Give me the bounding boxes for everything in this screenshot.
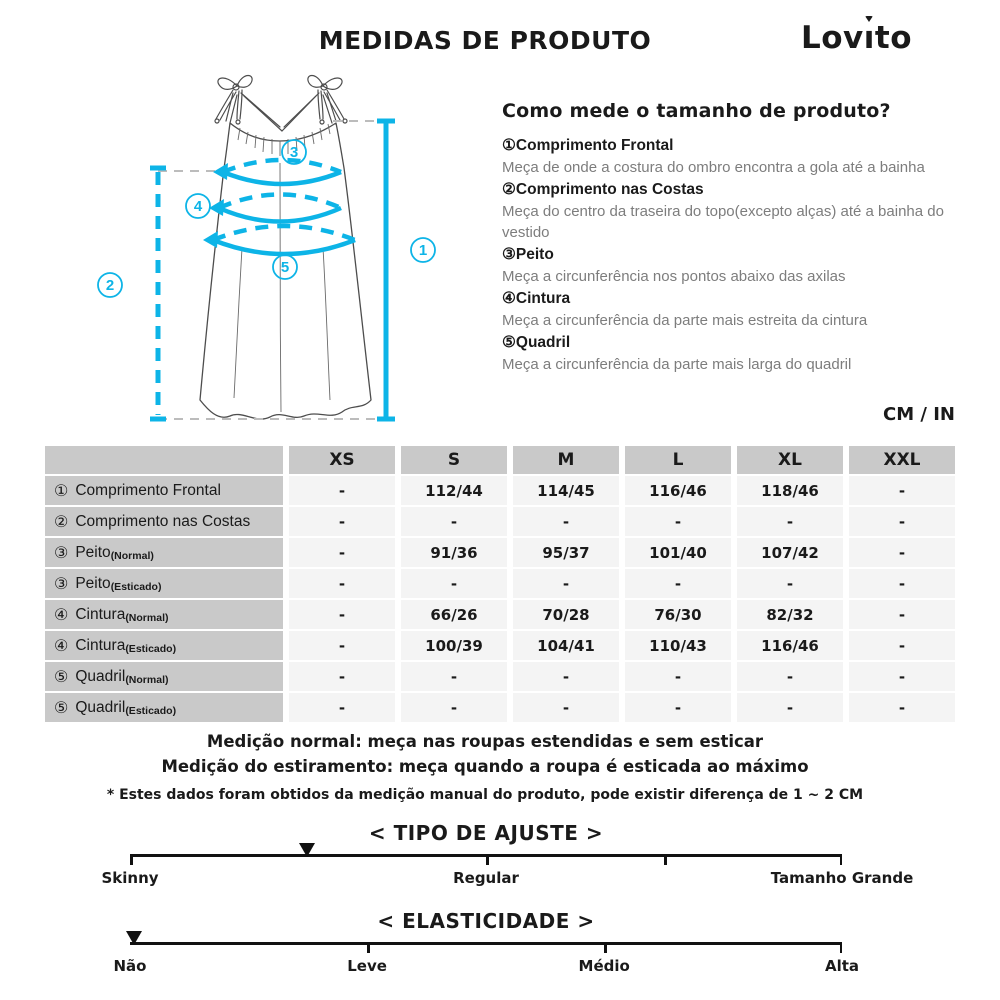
table-row: ① Comprimento Frontal - 112/44 114/45 116/46 118/46 - (45, 476, 955, 505)
fit-tick-75 (664, 854, 667, 865)
logo-heart-dot-icon (865, 16, 873, 22)
elasticity-scale-title: < ELASTICIDADE > (377, 909, 595, 933)
note-stretch-measurement: Medição do estiramento: meça quando a roupa é esticada ao máximo (161, 757, 809, 776)
elasticity-label-medio: Médio (578, 957, 630, 975)
col-s: S (401, 446, 507, 474)
table-row: ④ Cintura (Normal) - 66/26 70/28 76/30 82/32 - (45, 600, 955, 629)
dress-straps (215, 76, 347, 132)
elasticity-scale (113, 909, 860, 989)
fit-type-scale (101, 821, 914, 901)
table-row: ⑤ Quadril (Esticado) - - - - - - (45, 693, 955, 722)
elasticity-marker-icon (126, 931, 142, 945)
table-corner-cell (45, 446, 283, 474)
howto-item-quadril: ⑤Quadril Meça a circunferência da parte mais larga do quadril (502, 334, 852, 373)
elasticity-scale-line (130, 942, 842, 945)
elasticity-label-leve: Leve (347, 957, 387, 975)
marker-4: 4 (193, 198, 203, 215)
col-l: L (625, 446, 731, 474)
howto-item-costas: ②Comprimento nas Costas Meça do centro da traseira do topo(excepto alças) até a bainha do vestido (502, 181, 944, 241)
elasticity-tick-leve (367, 942, 370, 953)
table-row: ④ Cintura (Esticado) - 100/39 104/41 110/43 116/46 - (45, 631, 955, 660)
table-row: ③ Peito (Esticado) - - - - - - (45, 569, 955, 598)
note-disclaimer: * Estes dados foram obtidos da medição manual do produto, pode existir diferença de 1 ~ 2 CM (106, 787, 864, 803)
col-xs: XS (289, 446, 395, 474)
units-label: CM / IN (883, 404, 955, 425)
howto-item-frontal: ①Comprimento Frontal Meça de onde a costura do ombro encontra a gola até a bainha (502, 137, 925, 176)
marker-3: 3 (289, 144, 299, 161)
note-normal-measurement: Medição normal: meça nas roupas estendidas e sem esticar (206, 732, 764, 751)
elasticity-label-alta: Alta (824, 957, 860, 975)
howto-item-peito: ③Peito Meça a circunferência nos pontos abaixo das axilas (502, 246, 846, 285)
fit-scale-title: < TIPO DE AJUSTE > (368, 821, 604, 845)
table-row: ③ Peito (Normal) - 91/36 95/37 101/40 107/42 - (45, 538, 955, 567)
elasticity-label-nao: Não (113, 957, 147, 975)
fit-label-regular: Regular (453, 869, 519, 887)
fit-marker-icon (299, 843, 315, 857)
size-table (45, 446, 955, 724)
fit-tick-mid (486, 854, 489, 865)
fit-label-skinny: Skinny (101, 869, 159, 887)
fit-tick-start (130, 854, 133, 865)
dress-measurement-diagram (90, 68, 470, 448)
elasticity-tick-end (840, 942, 843, 953)
col-m: M (513, 446, 619, 474)
elasticity-tick-medio (604, 942, 607, 953)
page-title: MEDIDAS DE PRODUTO (318, 26, 652, 55)
fit-label-tamanho-grande: Tamanho Grande (770, 869, 914, 887)
brand-logo: Lovı to (801, 20, 912, 56)
table-header-row (45, 446, 955, 474)
how-to-measure-section (502, 100, 960, 376)
marker-5: 5 (280, 259, 290, 276)
howto-item-cintura: ④Cintura Meça a circunferência da parte mais estreita da cintura (502, 290, 868, 329)
howto-heading: Como mede o tamanho de produto? (502, 100, 891, 122)
col-xxl: XXL (849, 446, 955, 474)
table-row: ② Comprimento nas Costas - - - - - - (45, 507, 955, 536)
marker-2: 2 (105, 277, 115, 294)
table-row: ⑤ Quadril (Normal) - - - - - - (45, 662, 955, 691)
marker-1: 1 (418, 242, 428, 259)
fit-tick-end (840, 854, 843, 865)
col-xl: XL (737, 446, 843, 474)
